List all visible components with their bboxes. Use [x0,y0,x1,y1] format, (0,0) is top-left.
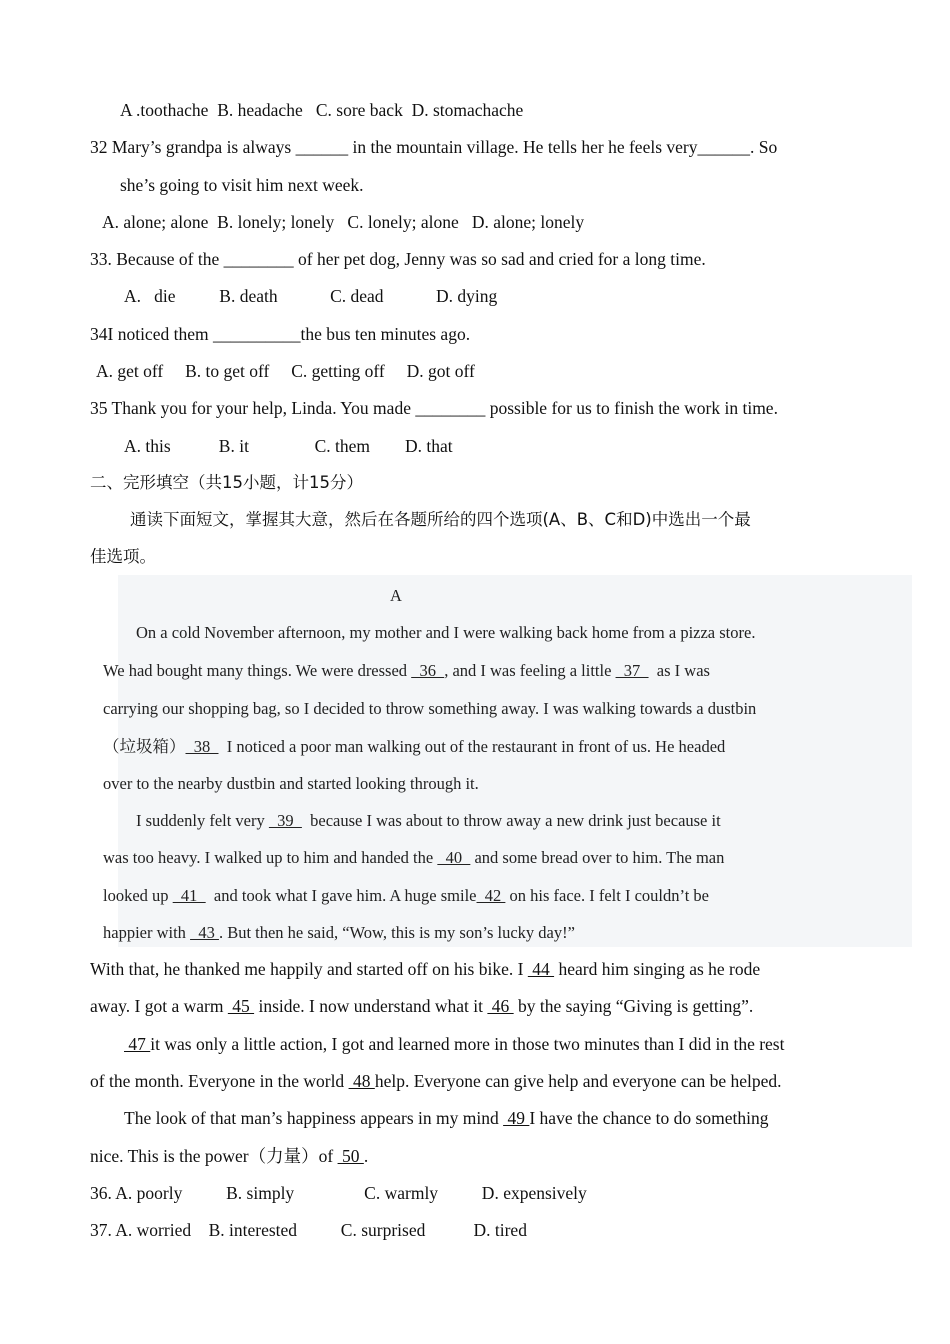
q34-stem: 34I noticed them __________the bus ten minutes ago. [90,324,471,344]
passage-letter: A [390,586,402,605]
blank-37: 37 [615,661,649,680]
q32-options: A. alone; alone B. lonely; lonely C. lonely; alone D. alone; lonely [102,212,585,232]
blank-49: 49 [503,1108,530,1128]
continuation-line-4: of the month. Everyone in the world 48 help. Everyone can give help and everyone can be helped. [90,1071,782,1091]
blank-46: 46 [487,996,514,1016]
passage-line-5: over to the nearby dustbin and started looking through it. [103,774,479,793]
passage-line-7: was too heavy. I walked up to him and handed the 40 and some bread over to him. The man [103,848,725,867]
blank-40: 40 [437,848,471,867]
continuation-line-1: With that, he thanked me happily and started off on his bike. I 44 heard him singing as he rode [90,959,761,979]
section2-title: 二、完形填空（共15小题，计15分） [90,473,363,492]
continuation-line-5: The look of that man’s happiness appears in my mind 49 I have the chance to do something [124,1108,769,1128]
q33-options: A. die B. death C. dead D. dying [124,286,498,306]
q32-stem-line2: she’s going to visit him next week. [120,175,364,195]
blank-36: 36 [411,661,445,680]
continuation-line-6: nice. This is the power（力量）of 50 . [90,1146,369,1166]
q33-stem: 33. Because of the ________ of her pet dog, Jenny was so sad and cried for a long time. [90,249,706,269]
q36-options: 36. A. poorly B. simply C. warmly D. expensively [90,1183,587,1203]
blank-50: 50 [337,1146,364,1166]
q31-options: A .toothache B. headache C. sore back D. stomachache [120,100,524,120]
section2-instructions-line2: 佳选项。 [90,547,156,566]
passage-line-2: We had bought many things. We were dressed 36 , and I was feeling a little 37 as I was [103,661,710,680]
blank-38: 38 [185,737,219,756]
continuation-line-3: 47 it was only a little action, I got and learned more in those two minutes than I did in the rest [124,1034,785,1054]
q32-stem-line1: 32 Mary’s grandpa is always ______ in the mountain village. He tells her he feels very______. So [90,137,778,157]
passage-line-6: I suddenly felt very 39 because I was about to throw away a new drink just because it [136,811,721,830]
passage-line-8: looked up 41 and took what I gave him. A huge smile 42 on his face. I felt I couldn’t be [103,886,709,905]
blank-44: 44 [527,959,555,979]
passage-line-9: happier with 43 . But then he said, “Wow, this is my son’s lucky day!” [103,923,575,942]
passage-line-3: carrying our shopping bag, so I decided to throw something away. I was walking towards a dustbin [103,699,757,718]
continuation-line-2: away. I got a warm 45 inside. I now understand what it 46 by the saying “Giving is getting”. [90,996,754,1016]
passage-line-1: On a cold November afternoon, my mother and I were walking back home from a pizza store. [136,623,756,642]
blank-43: 43 [190,923,219,942]
q37-options: 37. A. worried B. interested C. surprised D. tired [90,1220,527,1240]
blank-45: 45 [227,996,255,1016]
blank-41: 41 [172,886,206,905]
q34-options: A. get off B. to get off C. getting off D. got off [96,361,475,381]
q35-options: A. this B. it C. them D. that [124,436,453,456]
q35-stem: 35 Thank you for your help, Linda. You made ________ possible for us to finish the work in time. [90,398,778,418]
blank-48: 48 [348,1071,375,1091]
blank-47: 47 [124,1034,151,1054]
blank-39: 39 [268,811,302,830]
section2-instructions-line1: 通读下面短文，掌握其大意，然后在各题所给的四个选项(A、B、C和D)中选出一个最 [130,510,751,529]
blank-42: 42 [476,886,506,905]
passage-line-4: （垃圾箱） 38 I noticed a poor man walking out of the restaurant in front of us. He headed [103,737,726,756]
